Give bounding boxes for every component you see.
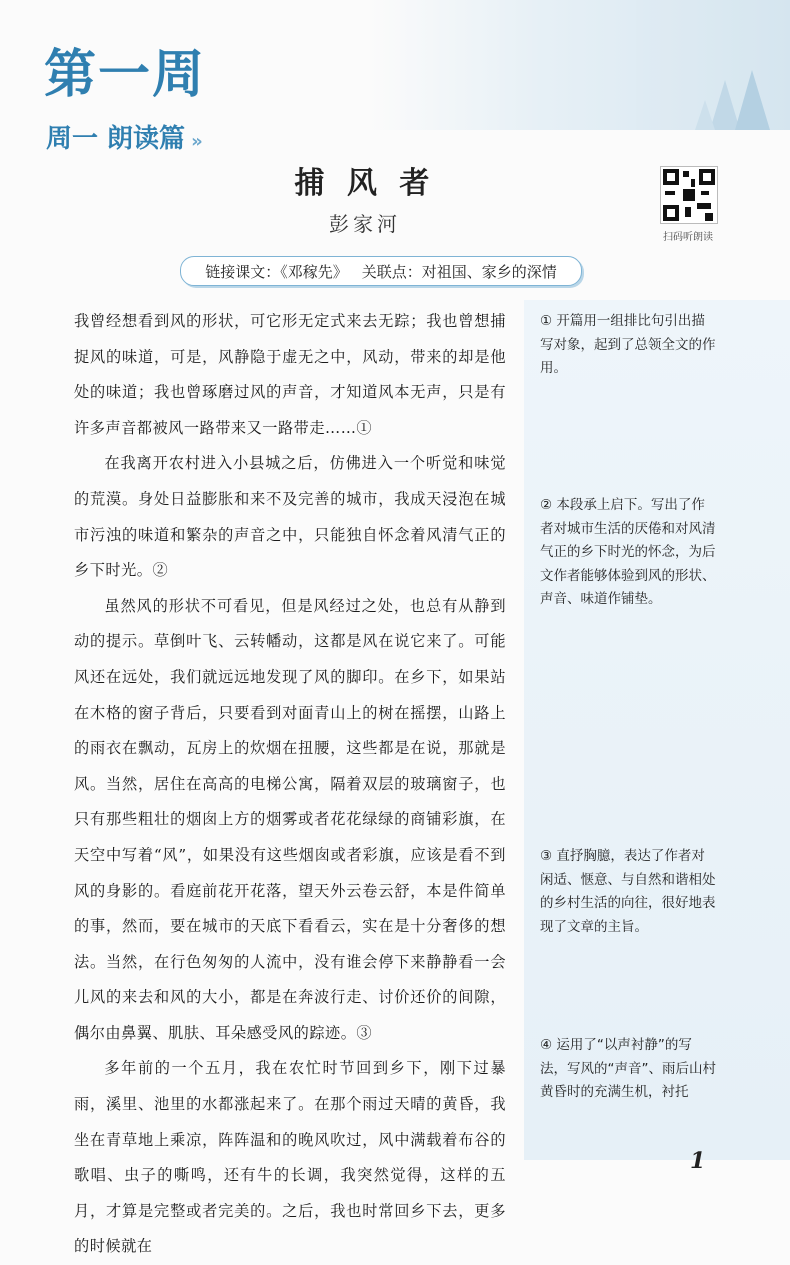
week-title: 第一周 — [44, 44, 207, 105]
annotation-3: ③ 直抒胸臆，表达了作者对闲适、惬意、与自然和谐相处的乡村生活的向往，很好地表现了文章的主旨。 — [540, 848, 716, 935]
paragraph-4: 多年前的一个五月，我在农忙时节回到乡下，刚下过暴雨，溪里、池里的水都涨起来了。在那个雨过天晴的黄昏，我坐在青草地上乘凉，阵阵温和的晚风吹过，风中满载着布谷的歌唱、虫子的嘶鸣，还有牛的长调，我突然觉得，这样的五月，才算是完整或者完美的。之后，我也时常回乡下去，更多的时候就在 — [74, 1059, 506, 1256]
link-point: 关联点：对祖国、家乡的深情 — [361, 262, 557, 281]
link-box — [180, 256, 582, 286]
annotation-2: ② 本段承上启下。写出了作者对城市生活的厌倦和对风清气正的乡下时光的怀念，为后文作者能够体验到风的形状、声音、味道作铺垫。 — [540, 497, 716, 608]
day-title-text: 周一 朗读篇 — [46, 124, 186, 154]
qr-code-icon[interactable] — [660, 166, 718, 224]
annotation-1: ① 开篇用一组排比句引出描写对象，起到了总领全文的作用。 — [540, 313, 716, 377]
paragraph-1: 我曾经想看到风的形状，可它形无定式来去无踪；我也曾想捕捉风的味道，可是，风静隐于虚无之中，风动，带来的却是他处的味道；我也曾琢磨过风的声音，才知道风本无声，只是有许多声音都被风一路带来又一路带走……① — [74, 312, 506, 437]
article-title: 捕 风 者 — [294, 166, 436, 201]
page-number: 1 — [690, 1148, 706, 1174]
day-title — [46, 118, 203, 155]
link-text: 链接课文：《邓稼先》 — [205, 262, 348, 281]
paragraph-2: 在我离开农村进入小县城之后，仿佛进入一个听觉和味觉的荒漠。身处日益膨胀和来不及完善的城市，我成天浸泡在城市污浊的味道和繁杂的声音之中，只能独自怀念着风清气正的乡下时光。② — [74, 454, 506, 580]
article-author: 彭家河 — [329, 212, 401, 236]
qr-label: 扫码听朗读 — [663, 232, 713, 243]
article-body — [74, 304, 506, 1265]
annotation-4: ④ 运用了“以声衬静”的写法，写风的“声音”、雨后山村黄昏时的充满生机，衬托 — [540, 1037, 716, 1101]
tree-illustration-icon — [690, 60, 780, 130]
chevron-right-icon: » — [191, 131, 203, 152]
paragraph-3: 虽然风的形状不可看见，但是风经过之处，也总有从静到动的提示。草倒叶飞、云转幡动，这都是风在说它来了。可能风还在远处，我们就远远地发现了风的脚印。在乡下，如果站在木格的窗子背后，只要看到对面青山上的树在摇摆，山路上的雨衣在飘动，瓦房上的炊烟在扭腰，这些都是在说，那就是风。当然，居住在高高的电梯公寓，隔着双层的玻璃窗子，也只有那些粗壮的烟囱上方的烟雾或者花花绿绿的商铺彩旗，在天空中写着“风”，如果没有这些烟囱或者彩旗，应该是看不到风的身影的。看庭前花开花落，望天外云卷云舒，本是件简单的事，然而，要在城市的天底下看看云，实在是十分奢侈的想法。当然，在行色匆匆的人流中，没有谁会停下来静静看一会儿风的来去和风的大小，都是在奔波行走、讨价还价的间隙，偶尔由鼻翼、肌肤、耳朵感受风的踪迹。③ — [74, 596, 506, 1042]
header-decoration — [370, 0, 790, 130]
annotation-column — [524, 300, 790, 1160]
